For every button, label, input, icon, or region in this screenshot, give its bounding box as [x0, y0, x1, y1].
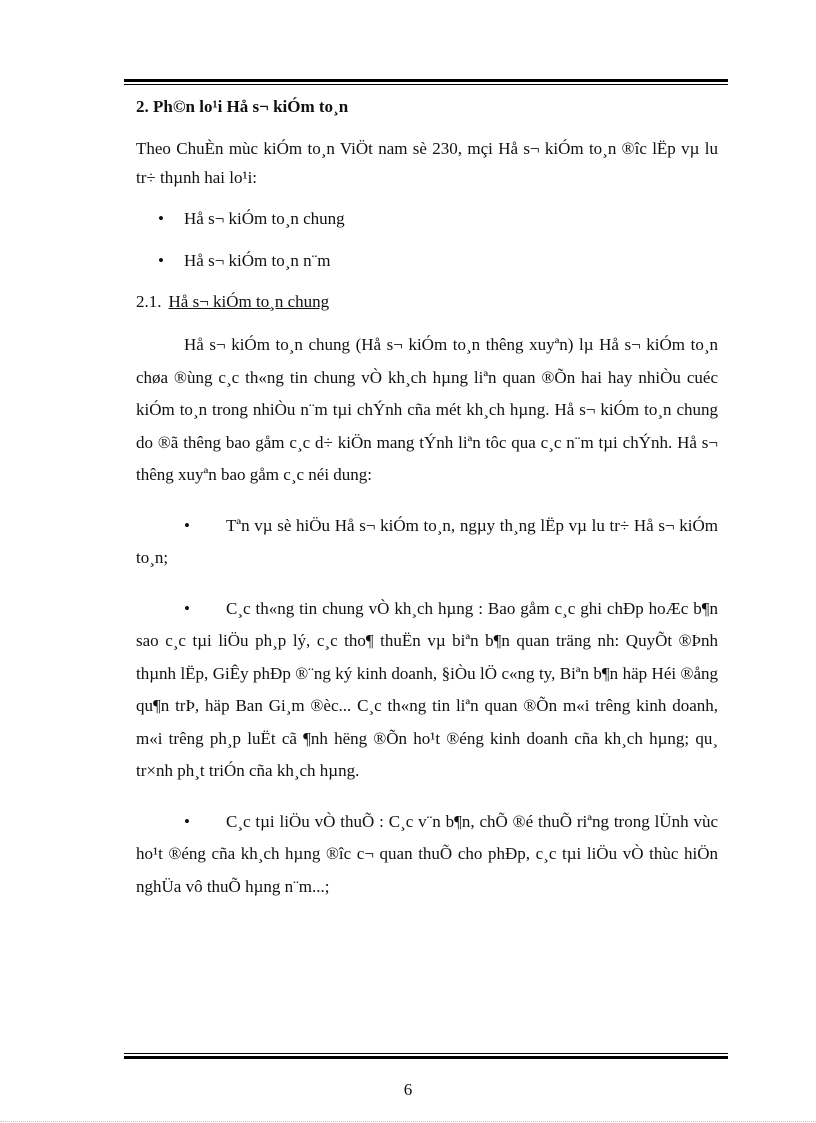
list-item-text: Hå s¬ kiÓm to¸n n¨m [184, 251, 331, 270]
page-edge-divider [0, 1121, 816, 1122]
subsection-title: Hå s¬ kiÓm to¸n chung [168, 292, 330, 311]
bullet-icon: • [158, 209, 164, 228]
page-number: 6 [403, 1080, 413, 1099]
intro-paragraph: Theo ChuÈn mùc kiÓm to¸n ViÖt nam sè 230, mçi Hå s¬ kiÓm to¸n ®îc lËp vµ lu tr÷ thµnh hai lo¹i: [136, 139, 718, 187]
section-heading: 2. Ph©n lo¹i Hå s¬ kiÓm to¸n [136, 97, 349, 116]
footer-rule [124, 1053, 728, 1059]
bullet-icon: • [158, 251, 164, 270]
page-content [136, 92, 718, 920]
list-item-text: C¸c tµi liÖu vÒ thuÕ : C¸c v¨n b¶n, chÕ ®é thuÕ riªng trong lÜnh vùc ho¹t ®éng cña kh¸ch hµng ®îc c¬ quan thuÕ cho phÐp, c¸c tµi liÖu vÒ thùc hiÖn nghÜa vô thuÕ hµng n¨m...; [136, 811, 718, 896]
subsection-heading [136, 287, 718, 316]
list-item [136, 806, 718, 904]
list-item [136, 510, 718, 575]
bullet-icon: • [184, 811, 190, 831]
subsection-number: 2.1. [136, 292, 162, 311]
body-paragraph: Hå s¬ kiÓm to¸n chung (Hå s¬ kiÓm to¸n thêng xuyªn) lµ Hå s¬ kiÓm to¸n chøa ®ùng c¸c th«ng tin chung vÒ kh¸ch hµng liªn quan ®Õn hai hay nhiÒu cuéc kiÓm to¸n trong nhiÒu n¨m tµi chÝnh cña mét kh¸ch hµng. Hå s¬ kiÓm to¸n chung do ®ã thêng bao gåm c¸c d÷ kiÖn mang tÝnh liªn tôc qua c¸c n¨m tµi chÝnh. Hå s¬ thêng xuyªn bao gåm c¸c néi dung: [136, 335, 718, 484]
list-item-text: Hå s¬ kiÓm to¸n chung [184, 209, 345, 228]
bullet-icon: • [184, 515, 190, 535]
list-item [136, 204, 718, 233]
bullet-icon: • [184, 598, 190, 618]
list-item-text: Tªn vµ sè hiÖu Hå s¬ kiÓm to¸n, ngµy th¸ng lËp vµ lu tr÷ Hå s¬ kiÓm to¸n; [136, 515, 718, 567]
list-item-text: C¸c th«ng tin chung vÒ kh¸ch hµng : Bao gåm c¸c ghi chÐp hoÆc b¶n sao c¸c tµi liÖu ph¸p lý, c¸c tho¶ thuËn vµ biªn b¶n quan träng nh: QuyÕt ®Þnh thµnh lËp, GiÊy phÐp ®¨ng ký kinh doanh, §iÒu lÖ c«ng ty, Biªn b¶n häp Héi ®ång qu¶n trÞ, häp Ban Gi¸m ®èc... C¸c th«ng tin liªn quan ®Õn m«i trêng kinh doanh, m«i trêng ph¸p luËt cã ¶nh hëng ®Õn ho¹t ®éng kinh doanh cña kh¸ch hµng; qu¸ tr×nh ph¸t triÓn cña kh¸ch hµng. [136, 598, 718, 780]
list-item [136, 593, 718, 788]
list-item [136, 246, 718, 275]
header-rule [124, 79, 728, 85]
